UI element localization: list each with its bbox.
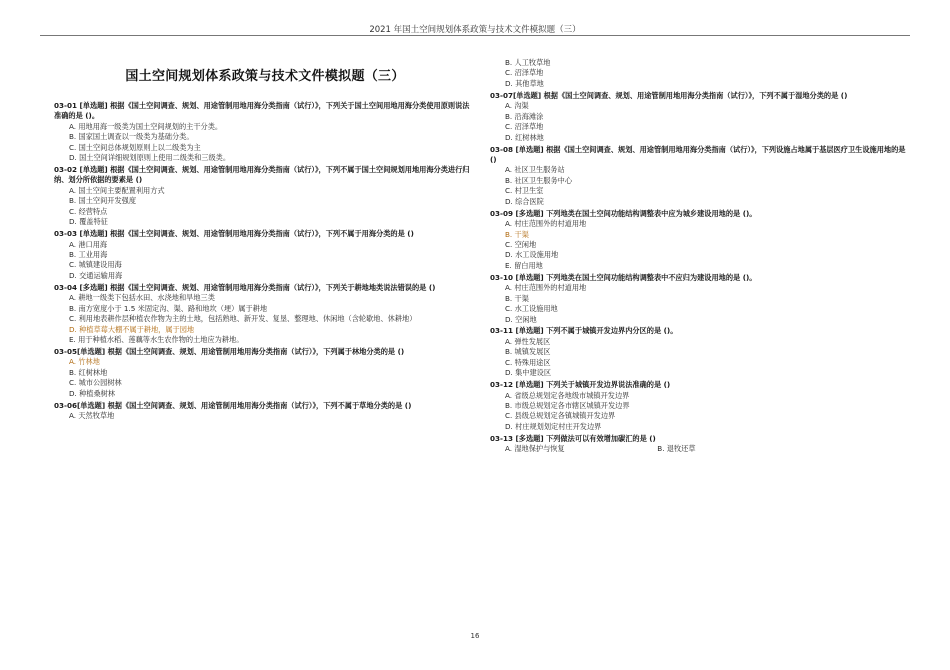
option: B. 退牧还草 — [657, 444, 696, 454]
option: B. 沿海滩涂 — [505, 111, 544, 121]
option: C. 水工设施用地 — [505, 304, 558, 314]
question-stem: 03-10 [单选题] 下列地类在国土空间功能结构调整表中不应归为建设用地的是 ()。 — [490, 272, 757, 282]
question-stem: 03-13 [多选题] 下列做法可以有效增加碳汇的是 () — [490, 433, 656, 443]
page-number: 16 — [470, 632, 480, 640]
option: C. 特殊用途区 — [505, 357, 551, 367]
option: A. 港口用海 — [69, 239, 108, 249]
option: B. 社区卫生服务中心 — [505, 175, 573, 185]
option: D. 集中建设区 — [505, 368, 552, 378]
option: D. 其他草地 — [505, 78, 544, 88]
right-column — [490, 46, 908, 455]
option: D. 交通运输用海 — [69, 270, 123, 280]
option: B. 国土空间开发强度 — [69, 196, 137, 206]
document-title: 国土空间规划体系政策与技术文件模拟题（三） — [125, 69, 405, 84]
question-stem: 03-06[单选题] 根据《国土空间调查、规划、用途管制用地用海分类指南（试行）》，下列不属于草地分类的是 () — [54, 400, 412, 410]
header-rule — [40, 35, 910, 36]
question-stem: 03-05[单选题] 根据《国土空间调查、规划、用途管制用地用海分类指南（试行）》，下列属于林地分类的是 () — [54, 346, 405, 356]
option: D. 种植桑树林 — [69, 388, 116, 398]
option: A. 社区卫生服务站 — [505, 165, 565, 175]
option: A. 沟渠 — [505, 101, 529, 111]
question-03-06-continued — [490, 58, 908, 89]
option: C. 沼泽草地 — [505, 122, 544, 132]
question-stem: 03-07[单选题] 根据《国土空间调查、规划、用途管制用地用海分类指南（试行）》，下列不属于湿地分类的是 () — [490, 90, 848, 100]
option: E. 用于种植水稻、莲藕等水生农作物的土地应为耕地。 — [69, 334, 244, 344]
option: B. 工业用海 — [69, 249, 108, 259]
option: D. 综合医院 — [505, 196, 544, 206]
option: C. 利用地表耕作层种植农作物为主的土地，包括熟地、新开发、复垦、整理地、休闲地（含轮歇地、休耕地） — [69, 314, 417, 324]
option: B. 城镇发展区 — [505, 347, 551, 357]
question-stem: 03-11 [单选题] 下列不属于城镇开发边界内分区的是 ()。 — [490, 326, 678, 336]
question-stem: 03-12 [单选题] 下列关于城镇开发边界说法准确的是 () — [490, 380, 671, 390]
option: D. 国土空间详细规划原则上使用二级类和三级类。 — [69, 153, 231, 163]
question-stem: 03-08 [单选题] 根据《国土空间调查、规划、用途管制用地用海分类指南（试行）》，下列设施占地属于基层医疗卫生设施用地的是 () — [490, 144, 906, 164]
option: D. 空闲地 — [505, 314, 537, 324]
option: C. 城市公园树林 — [69, 378, 122, 388]
option: C. 县级总规划定各镇城镇开发边界 — [505, 411, 616, 421]
question-03-07 — [490, 91, 908, 143]
left-column — [54, 46, 476, 421]
option-row — [490, 444, 908, 454]
question-03-11 — [490, 326, 908, 378]
option: A. 村庄范围外的村道用地 — [505, 219, 587, 229]
option: D. 种植草莓大棚不属于耕地，属于园地 — [69, 324, 195, 334]
option: A. 村庄范围外的村道用地 — [505, 283, 587, 293]
question-03-12 — [490, 380, 908, 432]
question-stem: 03-01 [单选题] 根据《国土空间调查、规划、用途管制用地用海分类指南（试行）》，下列关于国土空间用地用海分类使用原则说法准确的是 ()。 — [54, 100, 470, 121]
option: C. 空闲地 — [505, 239, 537, 249]
question-stem: 03-04 [多选题] 根据《国土空间调查、规划、用途管制用地用海分类指南（试行）》，下列关于耕地地类说法错误的是 () — [54, 282, 436, 292]
option: A. 弹性发展区 — [505, 336, 551, 346]
option: B. 干渠 — [505, 229, 529, 239]
option: A. 国土空间主要配置利用方式 — [69, 185, 165, 195]
option: D. 村庄规划划定村庄开发边界 — [505, 421, 602, 431]
option: D. 覆盖特征 — [69, 217, 108, 227]
option: C. 村卫生室 — [505, 186, 544, 196]
question-03-03 — [54, 229, 476, 281]
option: B. 红树林地 — [69, 367, 108, 377]
question-03-09 — [490, 209, 908, 272]
option: D. 红树林地 — [505, 132, 544, 142]
question-03-05 — [54, 347, 476, 399]
question-stem: 03-02 [单选题] 根据《国土空间调查、规划、用途管制用地用海分类指南（试行）》，下列不属于国土空间规划用地用海分类进行归纳、划分所依据的要素是 () — [54, 164, 470, 185]
option: A. 耕地一级类下包括水田、水浇地和旱地三类 — [69, 293, 215, 303]
option: C. 国土空间总体规划原则上以二级类为主 — [69, 142, 201, 152]
option: A. 湿地保护与恢复 — [505, 444, 565, 454]
page-header — [0, 0, 950, 40]
header-title: 2021 年国土空间规划体系政策与技术文件模拟题（三） — [369, 25, 581, 35]
question-03-13 — [490, 434, 908, 455]
option: A. 用地用海一级类为国土空间规划的主干分类。 — [69, 121, 223, 131]
question-03-06 — [54, 401, 476, 422]
option: B. 国家国土调查以一级类为基础分类。 — [69, 132, 194, 142]
option: B. 干渠 — [505, 293, 529, 303]
question-03-01 — [54, 101, 476, 164]
option: C. 经营特点 — [69, 206, 108, 216]
question-03-08 — [490, 145, 908, 208]
option: C. 沼泽草地 — [505, 68, 544, 78]
option: E. 留白用地 — [505, 260, 543, 270]
option: A. 天然牧草地 — [69, 411, 115, 421]
question-stem: 03-03 [单选题] 根据《国土空间调查、规划、用途管制用地用海分类指南（试行）》，下列不属于用海分类的是 () — [54, 229, 414, 239]
question-03-02 — [54, 165, 476, 228]
option: D. 水工设施用地 — [505, 250, 559, 260]
option: B. 南方宽度小于 1.5 米固定沟、渠、路和地坎（埂）属于耕地 — [69, 303, 268, 313]
option: C. 城镇建设用海 — [69, 260, 122, 270]
question-stem: 03-09 [多选题] 下列地类在国土空间功能结构调整表中应为城乡建设用地的是 ()。 — [490, 208, 757, 218]
option: A. 省级总规划定各地级市城镇开发边界 — [505, 390, 630, 400]
option: B. 市级总规划定各市辖区城镇开发边界 — [505, 401, 630, 410]
option: A. 竹林地 — [69, 357, 100, 367]
question-03-04 — [54, 283, 476, 346]
question-03-10 — [490, 273, 908, 325]
option: B. 人工牧草地 — [505, 58, 551, 67]
